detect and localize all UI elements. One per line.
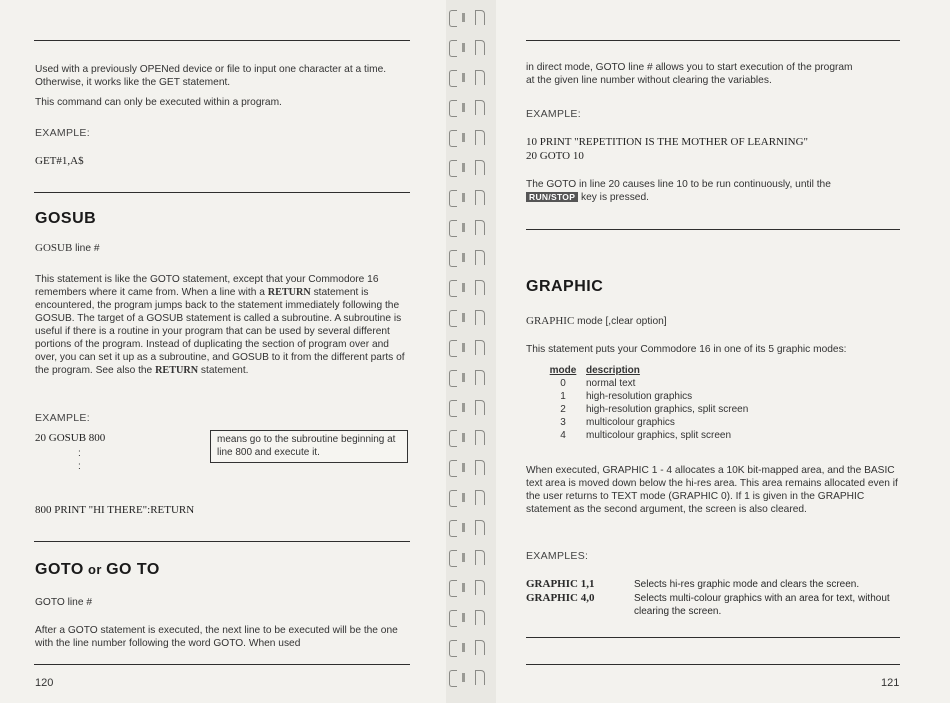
graphic-example-command: GRAPHIC 4,0 xyxy=(526,592,595,604)
goto-syntax-keyword: GOTO xyxy=(35,597,65,608)
binding-ring xyxy=(446,668,468,688)
get-example-code: GET#1,A$ xyxy=(35,155,84,167)
binding-ring xyxy=(446,458,468,478)
gosub-heading: GOSUB xyxy=(35,210,97,227)
graphic-modes-table xyxy=(544,364,748,442)
mode-number: 0 xyxy=(560,378,566,389)
example-label: EXAMPLE: xyxy=(526,108,581,120)
binding-ring xyxy=(446,98,468,118)
goto-continued-text: in direct mode, GOTO line # allows you to start execution of the program at the given line number without clearing the variables. xyxy=(526,62,853,86)
right-page xyxy=(496,0,950,703)
ellipsis-dot: : xyxy=(78,461,81,472)
gosub-desc-part1: This statement is like the GOTO statement, except that your Commodore 16 remembers where it came from. When a line with a xyxy=(35,274,379,298)
binding-ring xyxy=(446,188,468,208)
ellipsis-dot: : xyxy=(78,448,81,459)
binding-ring xyxy=(446,548,468,568)
binding-ring xyxy=(446,608,468,628)
gosub-code-line: 800 PRINT "HI THERE":RETURN xyxy=(35,504,195,516)
binding-ring xyxy=(446,308,468,328)
mode-number: 3 xyxy=(560,417,566,428)
top-rule xyxy=(34,40,410,41)
goto-explanation-line1: The GOTO in line 20 causes line 10 to be run continuously, until the xyxy=(526,179,831,190)
binding-ring xyxy=(446,128,468,148)
binding-ring xyxy=(446,488,468,508)
goto-heading xyxy=(35,561,160,579)
left-page xyxy=(0,0,452,703)
goto-syntax xyxy=(35,596,92,609)
table-row xyxy=(544,429,748,442)
binding-ring xyxy=(446,278,468,298)
mode-description: multicolour graphics, split screen xyxy=(586,430,732,441)
graphic-intro: This statement puts your Commodore 16 in one of its 5 graphic modes: xyxy=(526,344,847,355)
mode-description: high-resolution graphics xyxy=(586,391,693,402)
binding-ring xyxy=(446,338,468,358)
goto-syntax-rest: line # xyxy=(64,597,92,608)
gosub-description xyxy=(35,273,407,377)
return-keyword: RETURN xyxy=(267,287,311,298)
binding-ring xyxy=(446,218,468,238)
graphic-example-row xyxy=(526,592,900,618)
goto-heading-alt: GO TO xyxy=(106,561,160,578)
bottom-rule xyxy=(526,664,900,665)
page-number: 120 xyxy=(35,677,54,689)
run-stop-key: RUN/STOP xyxy=(526,192,578,202)
graphic-example-command: GRAPHIC 1,1 xyxy=(526,578,595,590)
graphic-example-description: Selects hi-res graphic mode and clears the screen. xyxy=(634,579,860,590)
gosub-note-box: means go to the subroutine beginning at line 800 and execute it. xyxy=(210,430,408,463)
goto-description: After a GOTO statement is executed, the next line to be executed will be the one with the line number following the word GOTO. When used xyxy=(35,625,398,649)
gosub-example-label: EXAMPLE: xyxy=(35,412,90,424)
goto-heading-main: GOTO xyxy=(35,561,84,578)
binding-ring xyxy=(446,518,468,538)
gosub-rule xyxy=(34,192,410,193)
binding-ring xyxy=(446,398,468,418)
goto-rule xyxy=(34,541,410,542)
mode-number: 4 xyxy=(560,430,566,441)
table-row xyxy=(544,416,748,429)
graphic-syntax xyxy=(526,315,667,328)
gosub-desc-part2: statement is encountered, the program jumps back to the statement immediately following the GOSUB. The target of a GOSUB statement is called a subroutine. A subroutine is useful if there is a routine in your program that can be used by several different portions of the program. Instead of duplicating the section of program over and over, you can set it up as a subroutine, and GOSUB to it from the different parts of the program. See also the xyxy=(35,287,405,376)
return-keyword: RETURN xyxy=(155,365,199,376)
mode-number: 2 xyxy=(560,404,566,415)
binding-ring xyxy=(446,248,468,268)
binding-ring xyxy=(446,38,468,58)
graphic-syntax-rest: mode [,clear option] xyxy=(574,316,667,327)
mode-number: 1 xyxy=(560,391,566,402)
graphic-heading: GRAPHIC xyxy=(526,278,604,295)
col-mode-header: mode xyxy=(549,365,577,376)
top-rule xyxy=(526,40,900,41)
table-row xyxy=(544,377,748,390)
example-label: EXAMPLE: xyxy=(35,127,90,139)
get-intro-text: Used with a previously OPENed device or file to input one character at a time. Otherwise, it works like the GET statement. xyxy=(35,64,387,88)
binding-ring xyxy=(446,368,468,388)
gosub-desc-part3: statement. xyxy=(198,365,249,376)
graphic-example-row xyxy=(526,578,900,591)
col-description-header: description xyxy=(586,365,640,376)
goto-explanation-line2 xyxy=(526,191,896,204)
binding-ring xyxy=(446,8,468,28)
mode-description: normal text xyxy=(586,378,636,389)
table-row xyxy=(544,390,748,403)
binding-ring xyxy=(446,578,468,598)
get-program-note: This command can only be executed within a program. xyxy=(35,97,282,108)
binding-ring xyxy=(446,158,468,178)
page-number: 121 xyxy=(881,677,900,689)
graphic-syntax-keyword: GRAPHIC xyxy=(526,315,575,327)
bottom-rule xyxy=(34,664,410,665)
table-row xyxy=(544,403,748,416)
graphic-end-rule xyxy=(526,637,900,638)
table-header-row xyxy=(544,364,748,377)
graphic-rule xyxy=(526,229,900,230)
mode-description: high-resolution graphics, split screen xyxy=(586,404,749,415)
gosub-syntax xyxy=(35,242,99,255)
goto-heading-or: or xyxy=(83,562,107,577)
examples-label: EXAMPLES: xyxy=(526,550,589,562)
binding-ring xyxy=(446,428,468,448)
gosub-syntax-keyword: GOSUB xyxy=(35,242,73,254)
goto-code-line: 10 PRINT "REPETITION IS THE MOTHER OF LEARNING" xyxy=(526,136,809,148)
gosub-code-line: 20 GOSUB 800 xyxy=(35,432,106,444)
goto-explanation-tail: key is pressed. xyxy=(578,192,649,203)
binding-ring xyxy=(446,68,468,88)
mode-description: multicolour graphics xyxy=(586,417,675,428)
binding-ring xyxy=(446,638,468,658)
graphic-example-description: Selects multi-colour graphics with an area for text, without clearing the screen. xyxy=(634,593,890,617)
graphic-execution-text: When executed, GRAPHIC 1 - 4 allocates a 10K bit-mapped area, and the BASIC text area is moved down below the hi-res area. This area remains allocated even if the user returns to TEXT mode (GRAPHIC 0). If 1 is given in the GRAPHIC statement as the second argument, the screen is also cleared. xyxy=(526,465,898,515)
gosub-syntax-rest: line # xyxy=(72,243,100,254)
goto-code-line: 20 GOTO 10 xyxy=(526,150,584,162)
